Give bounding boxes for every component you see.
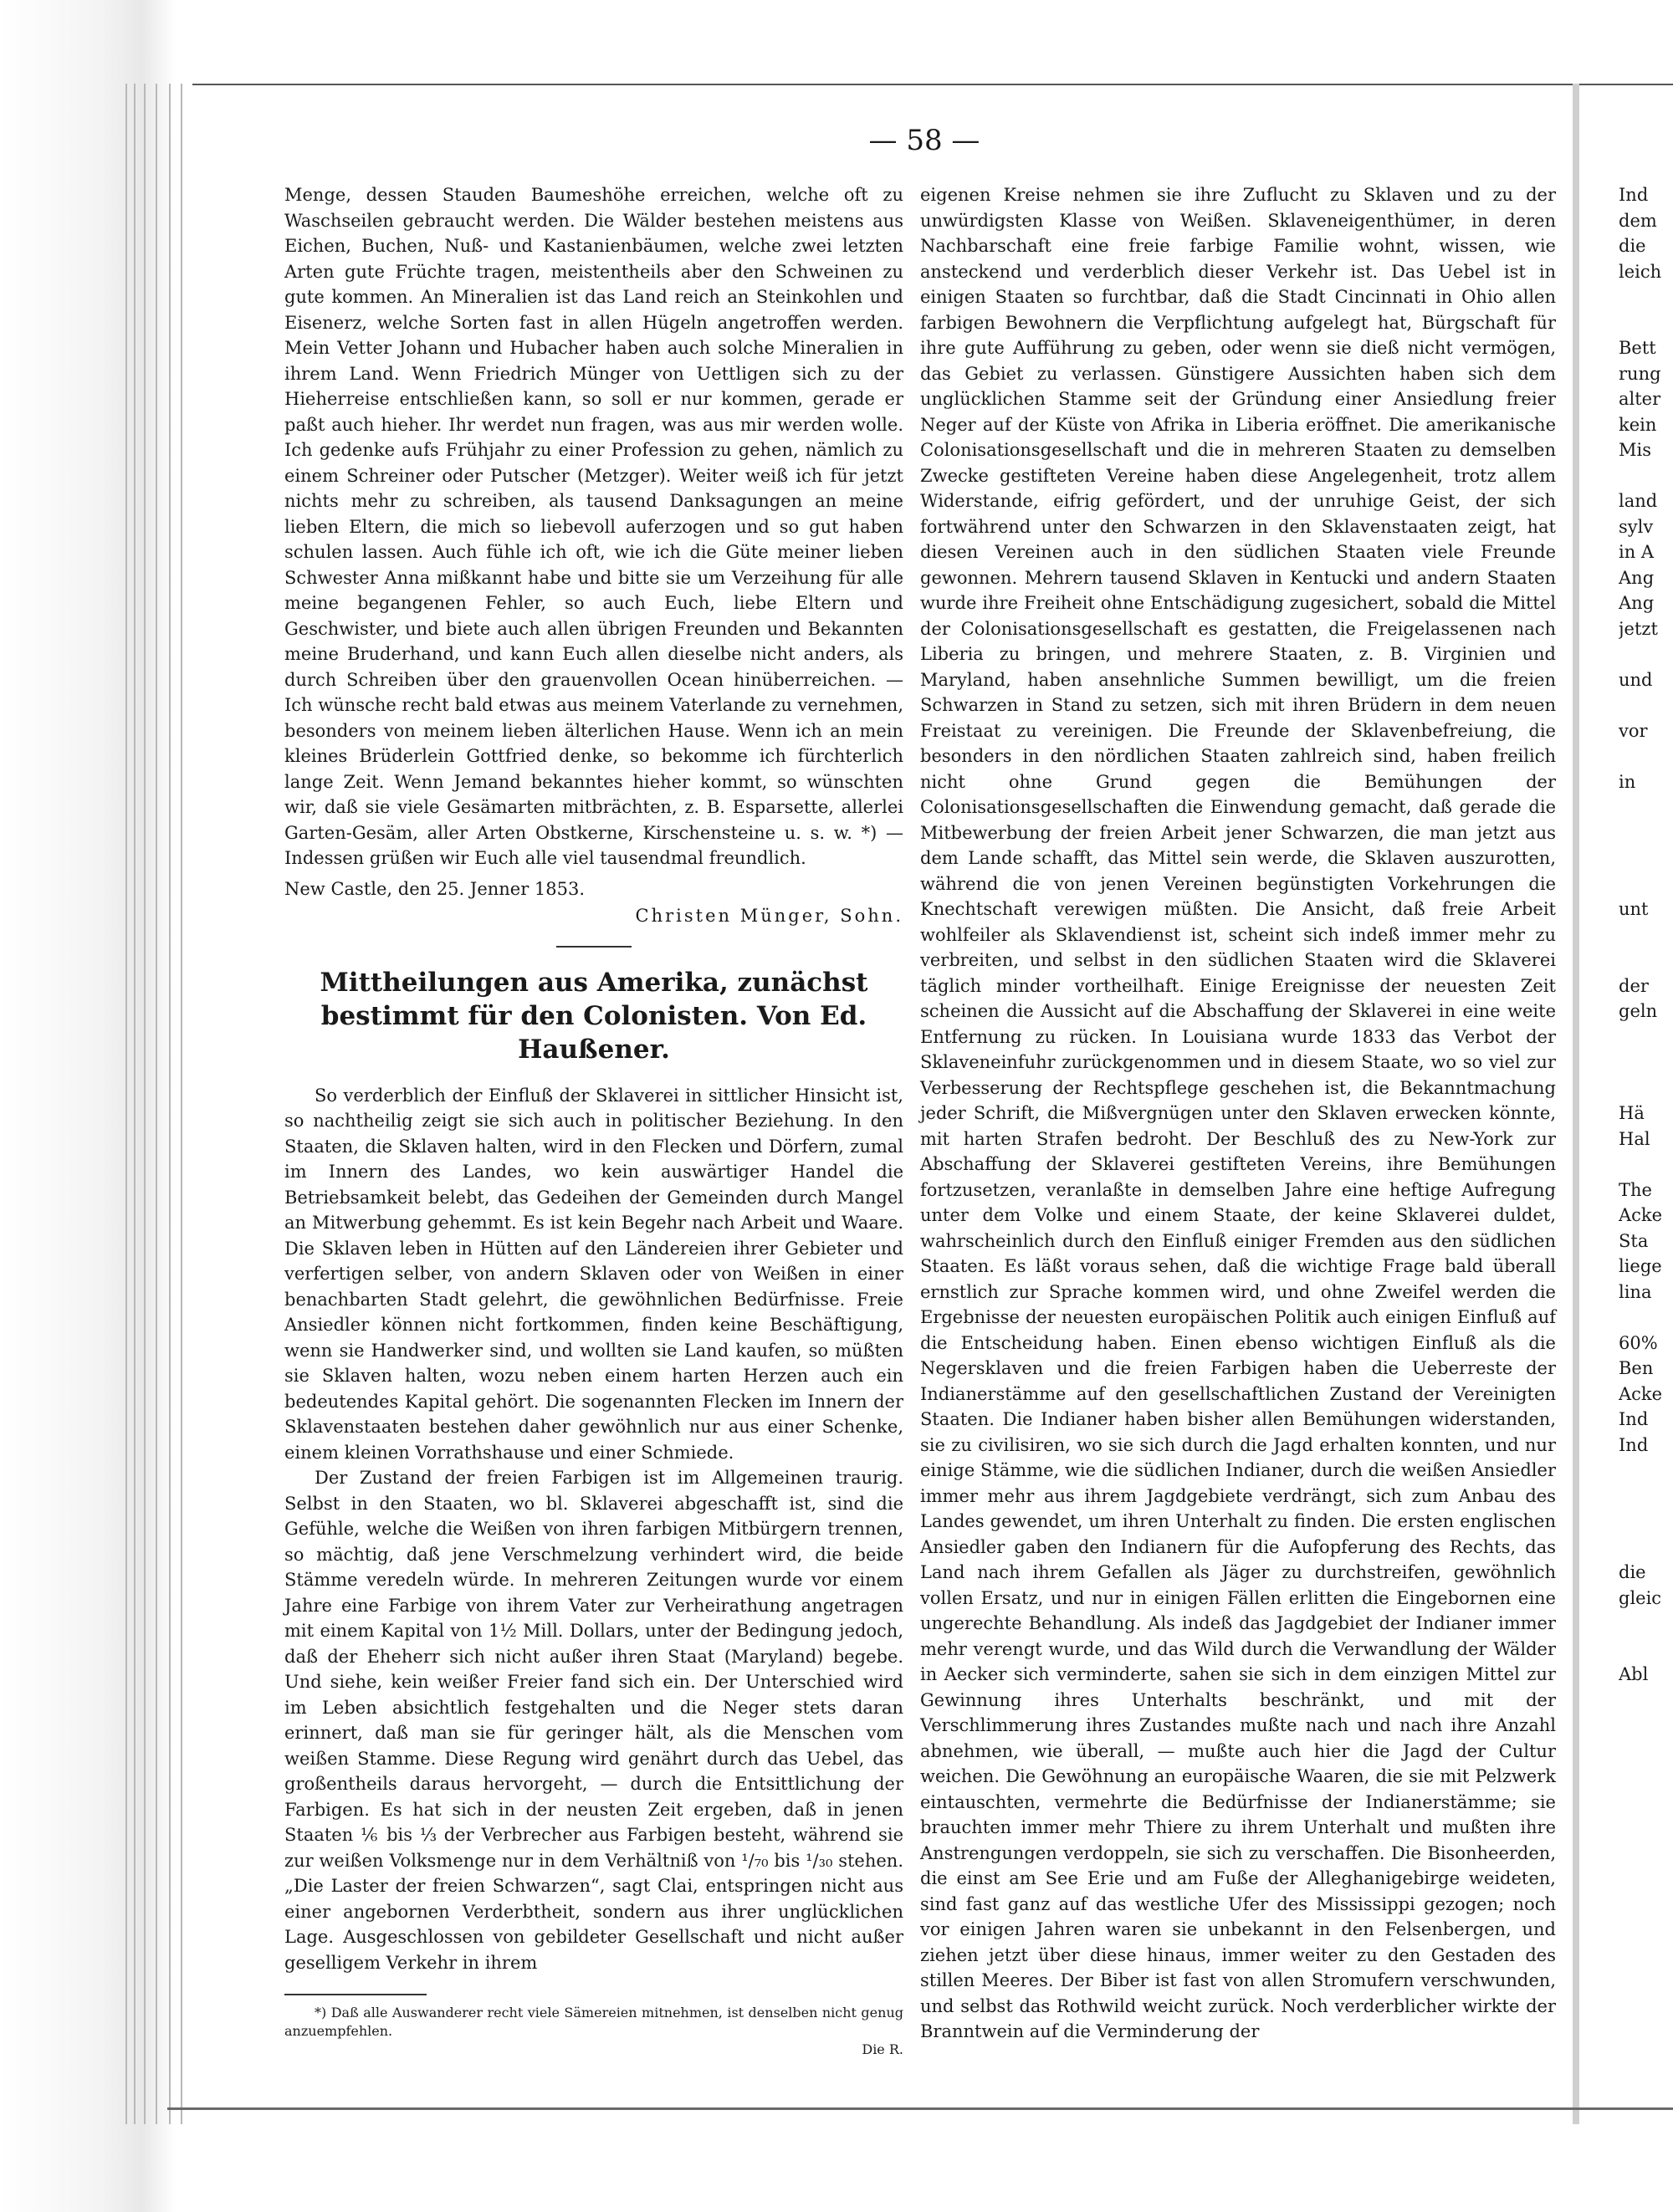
letter-place-date: New Castle, den 25. Jenner 1853. [284, 878, 586, 899]
next-page-fragment [1619, 1305, 1673, 1331]
next-page-fragment [1619, 284, 1673, 310]
next-page-fragment: leich [1619, 261, 1662, 282]
article-paragraph: Der Zustand der freien Farbigen ist im Allgemeinen traurig. Selbst in den Staaten, wo bl. Sklaverei abgeschafft ist, sind die Gefühle, welche die Weißen von ihren farbigen Mitbürgern trennen, so mächtig, daß jene Verschmelzung verhindert wird, die beide Stämme veredeln würde. In mehreren Zeitungen wurde vor einem Jahre eine Farbige von ihrem Vater zur Verheirathung angetragen mit einem Kapital von 1½ Mill. Dollars, unter der Bedingung jedoch, daß der Eheherr sich nicht außer ihren Staat (Maryland) begebe. Und siehe, kein weißer Freier fand sich ein. Der Unterschied wird im Leben absichtlich festgehalten und die Neger stets daran erinnert, daß man sie für geringer hält, als die Menschen vom weißen Stamme. Diese Regung wird genährt durch das Uebel, das großentheils daraus hervorgeht, — durch die Entsittlichung der Farbigen. Es hat sich in der neusten Zeit ergeben, daß in jenen Staaten ⅙ bis ⅓ der Verbrecher aus Farbigen besteht, während sie zur weißen Volksmenge nur in dem Verhältniß von ¹/₇₀ bis ¹/₃₀ stehen. „Die Laster der freien Schwarzen“, sagt Clai, entspringen nicht aus einer angebornen Verderbtheit, sondern aus ihrer unglücklichen Lage. Ausgeschlossen von gebildeter Gesellschaft und nicht außer geselligem Verkehr in ihrem [284, 1468, 903, 1973]
next-page-fragment: land [1619, 491, 1658, 511]
next-page-fragment [1619, 1050, 1673, 1075]
next-page-fragment [1619, 1611, 1673, 1637]
next-page-fragment [1619, 463, 1673, 489]
letter-signature: Christen Münger, Sohn. [635, 906, 903, 926]
next-page-fragment: Ang [1619, 567, 1655, 588]
next-page-fragment [1619, 820, 1673, 846]
next-page-fragments [1619, 182, 1673, 1688]
next-page-fragment: gleic [1619, 1587, 1662, 1608]
next-page-fragment: Hä [1619, 1103, 1645, 1123]
right-column [920, 182, 1556, 2045]
next-page-fragment: Ind [1619, 185, 1649, 205]
next-page-fragment: liege [1619, 1256, 1662, 1276]
next-page-fragment [1619, 1458, 1673, 1484]
next-page-fragment [1619, 743, 1673, 769]
next-page-fragment [1619, 948, 1673, 973]
next-page-fragment: Acke [1619, 1383, 1663, 1404]
article-headline: Mittheilungen aus Amerika, zunächst bestimmt für den Colonisten. Von Ed. Haußener. [320, 967, 868, 1065]
next-page-fragment [1619, 922, 1673, 948]
next-page-fragment: vor [1619, 720, 1648, 741]
next-page-fragment: geln [1619, 1001, 1658, 1021]
next-page-fragment: Ben [1619, 1358, 1654, 1378]
next-page-fragment: in [1619, 771, 1636, 792]
page-right-edge [1573, 84, 1579, 2124]
letter-paragraph: Menge, dessen Stauden Baumeshöhe erreichen, welche oft zu Waschseilen gebraucht werden. Die Wälder bestehen meistens aus Eichen, Buchen, Nuß- und Kastanienbäumen, welche zwei letzten Arten gute Früchte tragen, meistentheils aber den Schweinen zu gute kommen. An Mineralien ist das Land reich an Steinkohlen und Eisenerz, welche Sorten fast in allen Hügeln angetroffen werden. Mein Vetter Johann und Hubacher haben auch solche Mineralien in ihrem Land. Wenn Friedrich Münger von Uettligen sich zu der Hieherreise entschließen kann, so soll er nur kommen, gerade er paßt auch hieher. Ihr werdet nun fragen, was aus mir werden wolle. Ich gedenke aufs Frühjahr zu einer Profession zu gehen, nämlich zu einem Schreiner oder Putscher (Metzger). Weiter weiß ich für jetzt nichts mehr zu schreiben, als tausend Danksagungen an meine lieben Eltern, die mich so liebevoll auferzogen und so gut haben schulen lassen. Auch fühle ich oft, wie ich die Güte meiner lieben Schwester Anna mißkannt habe und bitte sie um Verzeihung für alle meine begangenen Fehler, so auch Euch, liebe Eltern und Geschwister, und biete auch allen übrigen Freunden und Bekannten meine Bruderhand, und kann Euch allen dieselbe nicht anders, als durch Schreiben über den grauenvollen Ocean hinüberreichen. — Ich wünsche recht bald etwas aus meinem Vaterlande zu vernehmen, besonders von meinem lieben älterlichen Hause. Wenn ich an mein kleines Brüderlein Gottfried denke, so bekomme ich fürchterlich lange Zeit. Wenn Jemand bekanntes hieher kommt, so wünschten wir, daß sie viele Gesämarten mitbrächten, z. B. Esparsette, allerlei Garten-Gesäm, aller Arten Obstkerne, Kirschensteine u. s. w. *) — Indessen grüßen wir Euch alle viel tausendmal freundlich. [284, 185, 903, 868]
next-page-fragment: die [1619, 1562, 1646, 1582]
next-page-fragment: Ind [1619, 1409, 1649, 1429]
footnote-signature: Die R. [862, 2041, 903, 2057]
next-page-fragment [1619, 794, 1673, 820]
next-page-fragment [1619, 845, 1673, 871]
next-page-fragment: die [1619, 236, 1646, 256]
next-page-fragment: The [1619, 1179, 1652, 1200]
article-paragraph-continued: eigenen Kreise nehmen sie ihre Zuflucht zu Sklaven und zu der unwürdigsten Klasse von Weißen. Sklaveneigenthümer, in deren Nachbarschaft eine freie farbige Familie wohnt, wissen, wie ansteckend und verderblich dieser Verkehr ist. Das Uebel ist in einigen Staaten so furchtbar, daß die Stadt Cincinnati in Ohio allen farbigen Bewohnern die Verpflichtung aufgelegt hat, Bürgschaft für ihre gute Aufführung zu geben, oder wenn sie dieß nicht vermögen, das Gebiet zu verlassen. Günstigere Aussichten haben sich dem unglücklichen Stamme seit der Gründung einer Ansiedlung freier Neger auf der Küste von Afrika in Liberia eröffnet. Die amerikanische Colonisationsgesellschaft und die in mehreren Staaten zu demselben Zwecke gestifteten Vereine haben diese Angelegenheit, trotz allem Widerstande, eifrig gefördert, und der unruhige Geist, der sich fortwährend unter den Schwarzen in den Sklavenstaaten zeigt, hat diesen Vereinen auch in den südlichen Staaten viele Freunde gewonnen. Mehrern tausend Sklaven in Kentucki und andern Staaten wurde ihre Freiheit ohne Entschädigung zugesichert, sobald die Mittel der Colonisationsgesellschaft es gestatten, die Freigelassenen nach Liberia zu bringen, und mehrere Staaten, z. B. Virginien und Maryland, haben ansehnliche Summen bewilligt, um die freien Schwarzen in Stand zu setzen, sich mit ihren Brüdern in dem neuen Freistaat zu vereinigen. Die Freunde der Sklavenbefreiung, die besonders in den nördlichen Staaten zahlreich sind, haben freilich nicht ohne Grund gegen die Bemühungen der Colonisationsgesellschaften die Einwendung gemacht, daß gerade die Mitbewerbung der freien Arbeit jener Schwarzen, die man jetzt aus dem Lande schafft, das Mittel sein werde, die Sklaven auszurotten, während die von jenen Vereinen begünstigten Vorkehrungen die Knechtschaft verewigen müßten. Die Ansicht, daß freie Arbeit wohlfeiler als Sklavendienst ist, scheint sich indeß immer mehr zu verbreiten, und selbst in den südlichen Staaten wird die Sklaverei täglich minder vortheilhaft. Einige Ereignisse der neuesten Zeit scheinen die Aussicht auf die Abschaffung der Sklaverei in eine weite Entfernung zu rücken. In Louisiana wurde 1833 das Verbot der Sklaveneinfuhr zurückgenommen und in diesem Staate, wo so viel zur Verbesserung der Rechtspflege geschehen ist, die Bekanntmachung jeder Schrift, die Mißvergnügen unter den Sklaven erwecken könnte, mit harten Strafen bedroht. Der Beschluß des zu New-York zur Abschaffung der Sklaverei gestifteten Vereins, ihre Bemühungen fortzusetzen, veranlaßte in demselben Jahre eine heftige Aufregung unter dem Volke und einem Staate, der keine Sklaverei duldet, wahrscheinlich durch den Einfluß einiger Fremden aus den südlichen Staaten. Es läßt voraus sehen, daß die wichtige Frage bald überall ernstlich zur Sprache kommen wird, und ohne Zweifel werden die Ergebnisse der neuesten europäischen Politik auch einigen Einfluß auf die Entscheidung haben. Einen ebenso wichtigen Einfluß als die Negersklaven und die freien Farbigen haben die Ueberreste der Indianerstämme auf den gesellschaftlichen Zustand der Vereinigten Staaten. Die Indianer haben bisher allen Bemühungen widerstanden, sie zu civilisiren, wo sie sich durch die Jagd erhalten konnten, und nur einige Stämme, wie die südlichen Indianer, durch die weißen Ansiedler immer mehr aus ihrem Jagdgebiete verdrängt, sich zum Anbau des Landes gewendet, um ihren Unterhalt zu finden. Die ersten englischen Ansiedler gaben den Indianern für die Aufopferung des Rechts, das Land nach ihrem Gefallen als Jäger zu durchstreifen, gewöhnlich vollen Ersatz, und nur in einigen Fällen erlitten die Eingebornen eine ungerechte Behandlung. Als indeß das Jagdgebiet der Indianer immer mehr verengt wurde, und das Wild durch die Verwandlung der Wälder in Aecker sich verminderte, sahen sie sich in dem einzigen Mittel zur Gewinnung ihres Unterhalts beschränkt, und mit der Verschlimmerung ihres Zustandes mußte nach und nach ihre Anzahl abnehmen, wie überall, — mußte auch hier die Jagd der Cultur weichen. Die Gewöhnung an europäische Waaren, die sie mit Pelzwerk eintauschten, vermehrte die Bedürfnisse der Indianerstämme; sie brauchten immer mehr Thiere zu ihrem Unterhalt und mußten ihre Anstrengungen verdoppeln, sie sich zu verschaffen. Die Bisonheerden, die einst am See Erie und am Fuße der Alleghanigebirge weideten, sind fast ganz auf das westliche Ufer des Mississippi gezogen; noch vor einigen Jahren waren sie unbekannt in den Felsenbergen, und ziehen jetzt über diese hinaus, immer weiter zu den Gestaden des stillen Meeres. Der Biber ist fast von allen Stromufern verschwunden, und selbst das Rothwild weicht zurück. Noch verderblicher wirkte der Branntwein auf die Verminderung der [920, 185, 1556, 2041]
section-divider [556, 946, 632, 948]
next-page-fragment: Bett [1619, 338, 1656, 358]
next-page-fragment: und [1619, 669, 1653, 690]
next-page-fragment [1619, 692, 1673, 718]
next-page-fragment [1619, 1484, 1673, 1510]
footnote-divider [284, 1994, 427, 1995]
next-page-fragment [1619, 310, 1673, 336]
next-page-fragment: lina [1619, 1281, 1652, 1302]
next-page-fragment: kein [1619, 414, 1657, 435]
next-page-fragment: alter [1619, 389, 1661, 409]
next-page-fragment: sylv [1619, 516, 1654, 537]
next-page-fragment: Ind [1619, 1434, 1649, 1455]
next-page-fragment: unt [1619, 899, 1649, 919]
next-page-fragment: Ang [1619, 593, 1655, 613]
next-page-fragment [1619, 641, 1673, 667]
next-page-fragment [1619, 1637, 1673, 1663]
left-column [284, 182, 903, 2059]
next-page-fragment: in A [1619, 542, 1655, 562]
page-top-edge [192, 84, 1673, 85]
article-paragraph: So verderblich der Einfluß der Sklaverei in sittlicher Hinsicht ist, so nachtheilig zeigt sie sich auch in politischer Beziehung. In den Staaten, die Sklaven halten, wird in den Flecken und Dörfern, zumal im Innern des Landes, wo kein auswärtiger Handel die Betriebsamkeit belebt, das Gedeihen der Gemeinden durch Mangel an Mitwerbung gehemmt. Es ist kein Begehr nach Arbeit und Waare. Die Sklaven leben in Hütten auf den Ländereien ihrer Gebieter und verfertigen selber, von andern Sklaven oder von Weißen in einer benachbarten Stadt gelehrt, die gewöhnlichen Bedürfnisse. Freie Ansiedler können nicht fortkommen, finden keine Beschäftigung, wenn sie Handwerker sind, und wollten sie Land kaufen, so müßten sie Sklaven halten, wozu neben einem harten Herzen auch ein bedeutendes Kapital gehört. Die sogenannten Flecken im Innern der Sklavenstaaten bestehen daher gewöhnlich nur aus einer Schenke, einem kleinen Vorrathshause und einer Schmiede. [284, 1085, 903, 1463]
next-page-fragment: der [1619, 975, 1649, 996]
page-number: — 58 — [868, 124, 980, 157]
next-page-fragment [1619, 1024, 1673, 1050]
next-page-fragment: Abl [1619, 1664, 1649, 1684]
page-bottom-edge [167, 2107, 1673, 2110]
next-page-fragment: Sta [1619, 1230, 1649, 1251]
next-page-fragment: jetzt [1619, 618, 1658, 639]
next-page-fragment [1619, 1509, 1673, 1535]
next-page-fragment: rung [1619, 363, 1661, 384]
next-page-fragment: dem [1619, 210, 1657, 231]
next-page-fragment [1619, 1075, 1673, 1101]
binding-edge-lines [125, 84, 184, 2124]
next-page-fragment [1619, 1535, 1673, 1561]
next-page-fragment: Acke [1619, 1205, 1663, 1225]
next-page-fragment: Hal [1619, 1128, 1650, 1149]
next-page-fragment: Mis [1619, 440, 1651, 460]
next-page-fragment [1619, 1152, 1673, 1178]
footnote: *) Daß alle Auswanderer recht viele Sämereien mitnehmen, ist denselben nicht genug anzuempfehlen. [284, 2005, 903, 2039]
next-page-fragment: 60% [1619, 1332, 1658, 1353]
next-page-fragment [1619, 871, 1673, 897]
